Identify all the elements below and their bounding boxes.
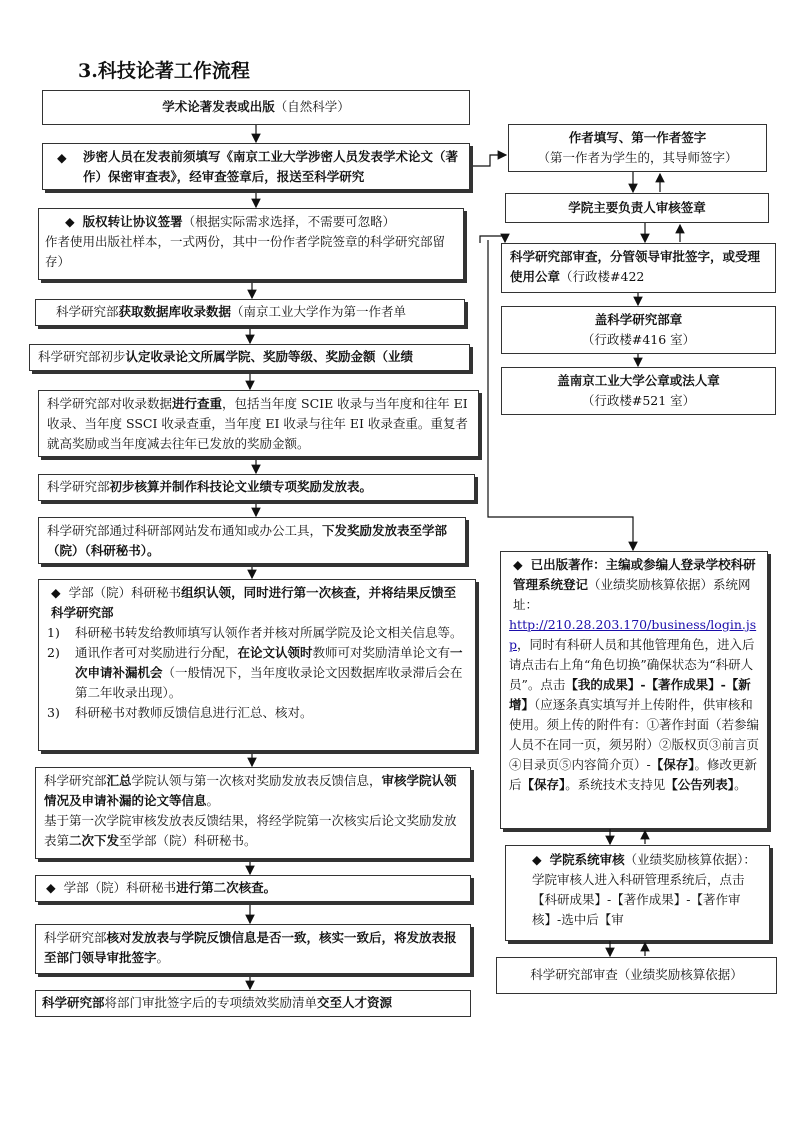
box-first-check-bold: 组织认领，同时进行第一次核查，并将结果反馈至科学研究部 — [51, 585, 457, 620]
box-get-database-data-normal2: （南京工业大学作为第一作者单 — [231, 304, 407, 319]
box-issue-notice-bold: 下发奖励发放表至学部（院）（科研秘书）。 — [47, 523, 448, 558]
box-duplicate-check-normal1: 科学研究部对收录数据 — [47, 396, 173, 411]
box-initial-calculation-bold: 初步核算并制作科技论文业绩专项奖励发放表。 — [109, 479, 373, 494]
box-duplicate-check-normal2: ，包括当年度 SCIE 收录与当年度和往年 EI 收录、当年度 SSCI 收录查重，当年度 EI 收录与往年 EI 收录查重。重复者就高奖励或当年度减去往年已发放的奖励金额。 — [47, 396, 468, 451]
box-copyright-transfer-bold: 版权转让协议签署 — [82, 214, 183, 229]
diamond-bullet-icon: ◆ — [51, 585, 61, 600]
box-college-system-review: ◆ 学院系统审核（业绩奖励核算依据）：学院审核人进入科研管理系统后，点击【科研成果】-【著作成果】-【著作审核】-选中后【审 — [505, 845, 770, 941]
box-published-works: ◆ 已出版著作：主编或参编人登录学校科研管理系统登记（业绩奖励核算依据）系统网址： http://210.28.203.170/business/login.jsp，同时有科研人员和其他管理角色，进入后请点击右上角“角色切换”确保状态为“科研人员”。点击【我的成果】-【著作成果】-【新增】（应逐条真实填写并上传附件，供审核和使用。须上传的附件有：①著作封面（若参编人员不在同一页，须另附）②版权页③前言页④目录页⑤内容简介页）-【保存】。修改更新后【保存】。系统技术支持见【公告列表】。 — [500, 551, 768, 829]
arrow-to-author-sign — [473, 155, 506, 166]
list-item: 1) 科研秘书转发给教师填写认领作者并核对所属学院及论文相关信息等。 — [47, 625, 463, 640]
box-initial-identification-bold: 认定收录论文所属学院、奖励等级、奖励金额（业绩 — [125, 349, 414, 364]
system-url-link[interactable]: http://210.28.203.170/business/login.jsp — [509, 617, 757, 652]
box-submit-hr: 科学研究部将部门审批签字后的专项绩效奖励清单交至人才资源 — [35, 990, 471, 1017]
diamond-bullet-icon: ◆ — [57, 150, 67, 165]
arrow-to-research-review — [480, 236, 505, 243]
box-get-database-data-normal: 科学研究部 — [56, 304, 119, 319]
box-university-seal: 盖南京工业大学公章或法人章 （行政楼#521 室） — [501, 367, 776, 415]
diamond-bullet-icon: ◆ — [532, 852, 542, 867]
box-initial-calculation-normal: 科学研究部 — [47, 479, 110, 494]
box-verify-approve: 科学研究部核对发放表与学院反馈信息是否一致，核实一致后，将发放表报至部门领导审批签字。 — [35, 924, 471, 974]
box-research-dept-review: 科学研究部审查，分管领导审批签字，或受理使用公章（行政楼#422 — [501, 243, 776, 293]
box-college-sign: 学院主要负责人审核签章 — [505, 193, 769, 223]
box-initial-identification-normal: 科学研究部初步 — [38, 349, 126, 364]
box-summary-review: 科学研究部汇总学院认领与第一次核对奖励发放表反馈信息，审核学院认领情况及申请补漏的论文等信息。 基于第一次学院审核发放表反馈结果，将经学院第一次核实后论文奖励发放表第二次下发至学部（院）科研秘书。 — [35, 767, 471, 859]
box-academic-publication-normal: （自然科学） — [274, 99, 350, 114]
list-item: 3) 科研秘书对教师反馈信息进行汇总、核对。 — [47, 705, 313, 720]
box-copyright-transfer-detail: 作者使用出版社样本，一式两份，其中一份作者学院签章的科学研究部留存） — [45, 234, 446, 269]
diamond-bullet-icon: ◆ — [513, 557, 523, 572]
box-second-check: ◆ 学部（院）科研秘书进行第二次核查。 — [35, 875, 471, 902]
list-item: 2) 通讯作者可对奖励进行分配，在论文认领时教师可对奖励清单论文有一次申请补漏机会（一般情况下，当年度收录论文因数据库收录滞后会在第二年收录出现）。 — [47, 645, 463, 700]
box-research-dept-audit: 科学研究部审查（业绩奖励核算依据） — [496, 957, 777, 994]
arrow-to-published-works — [488, 240, 633, 550]
page-title: 3.科技论著工作流程 — [78, 60, 250, 82]
box-academic-publication-bold: 学术论著发表或出版 — [162, 99, 275, 114]
box-issue-notice-normal: 科学研究部通过科研部网站发布通知或办公工具， — [47, 523, 323, 538]
diamond-bullet-icon: ◆ — [65, 214, 75, 229]
box-duplicate-check-bold: 进行查重 — [172, 396, 223, 411]
box-research-dept-seal: 盖科学研究部章 （行政楼#416 室） — [501, 306, 776, 354]
box-author-sign: 作者填写、第一作者签字 （第一作者为学生的，其导师签字） — [508, 124, 767, 172]
box-copyright-transfer-note: （根据实际需求选择，不需要可忽略） — [182, 214, 396, 229]
box-first-check-normal: 学部（院）科研秘书 — [68, 585, 182, 600]
box-confidential-review-text: 涉密人员在发表前须填写《南京工业大学涉密人员发表学术论文（著作）保密审查表》，经审查签章后，报送至科学研究 — [83, 149, 459, 184]
box-get-database-data-bold: 获取数据库收录数据 — [118, 304, 232, 319]
diamond-bullet-icon: ◆ — [46, 880, 56, 895]
